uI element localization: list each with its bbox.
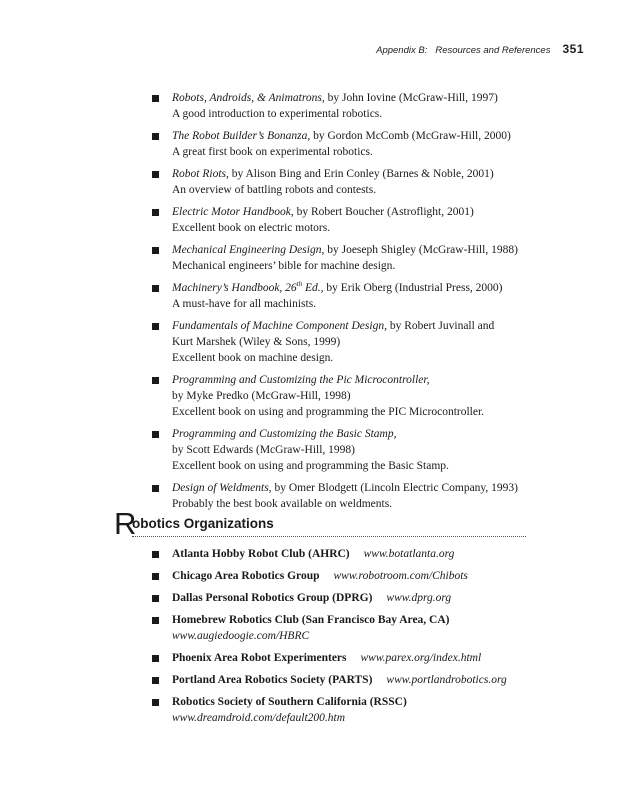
list-item <box>152 568 572 584</box>
square-bullet-icon <box>152 209 159 216</box>
book-details: by John Iovine (McGraw-Hill, 1997) <box>324 92 498 104</box>
header-section-title: Resources and References <box>435 45 551 56</box>
book-title: The Robot Builder’s Bonanza, <box>172 130 311 142</box>
organization-url: www.dreamdroid.com/default200.htm <box>172 712 346 724</box>
book-details: by Omer Blodgett (Lincoln Electric Company, 1993) <box>271 482 519 494</box>
organization-list <box>152 546 572 726</box>
book-description: Excellent book on electric motors. <box>172 222 331 234</box>
book-description: Excellent book on using and programming the PIC Microcontroller. <box>172 406 485 418</box>
book-details: by Gordon McComb (McGraw-Hill, 2000) <box>310 130 511 142</box>
square-bullet-icon <box>152 247 159 254</box>
book-description: A must-have for all machinists. <box>172 298 317 310</box>
list-item <box>152 546 572 562</box>
square-bullet-icon <box>152 677 159 684</box>
organization-name: Chicago Area Robotics Group <box>172 570 320 582</box>
square-bullet-icon <box>152 655 159 662</box>
list-item <box>152 166 572 198</box>
book-authors-line: Kurt Marshek (Wiley & Sons, 1999) <box>172 336 341 348</box>
square-bullet-icon <box>152 551 159 558</box>
book-details: by Joeseph Shigley (McGraw-Hill, 1988) <box>324 244 518 256</box>
book-details: by Robert Boucher (Astroflight, 2001) <box>293 206 474 218</box>
square-bullet-icon <box>152 617 159 624</box>
book-authors-line: by Myke Predko (McGraw-Hill, 1998) <box>172 390 351 402</box>
book-title: Robot Riots, <box>172 168 229 180</box>
book-details: by Robert Juvinall and <box>386 320 495 332</box>
book-description: Probably the best book available on weldments. <box>172 498 393 510</box>
organization-name: Homebrew Robotics Club (San Francisco Bay Area, CA) <box>172 614 450 626</box>
list-item <box>152 128 572 160</box>
organization-name: Robotics Society of Southern California (RSSC) <box>172 696 407 708</box>
list-item <box>152 672 572 688</box>
book-description: Mechanical engineers’ bible for machine design. <box>172 260 396 272</box>
book-description: A great first book on experimental robotics. <box>172 146 373 158</box>
book-list <box>152 90 572 512</box>
book-title-superscript: th <box>296 280 303 289</box>
book-title: Machinery’s Handbook, 26 <box>172 282 297 294</box>
running-header <box>376 42 584 56</box>
book-details: by Alison Bing and Erin Conley (Barnes & Noble, 2001) <box>228 168 494 180</box>
section-heading <box>114 508 526 544</box>
organization-url: www.augiedoogie.com/HBRC <box>172 630 310 642</box>
book-title: Programming and Customizing the Pic Microcontroller, <box>172 374 430 386</box>
book-title: Programming and Customizing the Basic Stamp, <box>172 428 397 440</box>
list-item <box>152 90 572 122</box>
organization-url: www.portlandrobotics.org <box>386 674 507 686</box>
organization-url: www.dprg.org <box>386 592 452 604</box>
square-bullet-icon <box>152 133 159 140</box>
drop-cap: R <box>114 506 137 541</box>
header-appendix: Appendix B: <box>376 45 428 56</box>
organization-name: Portland Area Robotics Society (PARTS) <box>172 674 373 686</box>
organization-name: Dallas Personal Robotics Group (DPRG) <box>172 592 373 604</box>
page-number: 351 <box>562 42 584 56</box>
book-details: by Erik Oberg (Industrial Press, 2000) <box>323 282 503 294</box>
book-description: An overview of battling robots and contests. <box>172 184 377 196</box>
book-authors-line: by Scott Edwards (McGraw-Hill, 1998) <box>172 444 356 456</box>
book-title: Electric Motor Handbook, <box>172 206 294 218</box>
book-title: Robots, Androids, & Animatrons, <box>172 92 325 104</box>
organization-url: www.robotroom.com/Chibots <box>333 570 468 582</box>
book-description: A good introduction to experimental robotics. <box>172 108 383 120</box>
square-bullet-icon <box>152 573 159 580</box>
list-item <box>152 426 572 474</box>
book-title: Mechanical Engineering Design, <box>172 244 325 256</box>
list-item <box>152 612 572 644</box>
section-title: obotics Organizations <box>132 516 274 531</box>
book-title: Design of Weldments, <box>172 482 272 494</box>
list-item <box>152 650 572 666</box>
book-description: Excellent book on using and programming the Basic Stamp. <box>172 460 449 472</box>
book-title: Fundamentals of Machine Component Design, <box>172 320 387 332</box>
organization-name: Atlanta Hobby Robot Club (AHRC) <box>172 548 350 560</box>
square-bullet-icon <box>152 95 159 102</box>
square-bullet-icon <box>152 171 159 178</box>
list-item <box>152 694 572 726</box>
organization-url: www.parex.org/index.html <box>360 652 482 664</box>
square-bullet-icon <box>152 431 159 438</box>
list-item <box>152 318 572 366</box>
list-item <box>152 590 572 606</box>
square-bullet-icon <box>152 285 159 292</box>
square-bullet-icon <box>152 699 159 706</box>
organization-url: www.botatlanta.org <box>363 548 455 560</box>
list-item <box>152 372 572 420</box>
book-description: Excellent book on machine design. <box>172 352 334 364</box>
list-item <box>152 204 572 236</box>
book-title-edition: Ed., <box>302 282 324 294</box>
square-bullet-icon <box>152 485 159 492</box>
list-item <box>152 242 572 274</box>
square-bullet-icon <box>152 377 159 384</box>
square-bullet-icon <box>152 595 159 602</box>
list-item <box>152 280 572 312</box>
square-bullet-icon <box>152 323 159 330</box>
dotted-rule <box>132 536 526 537</box>
organization-name: Phoenix Area Robot Experimenters <box>172 652 347 664</box>
